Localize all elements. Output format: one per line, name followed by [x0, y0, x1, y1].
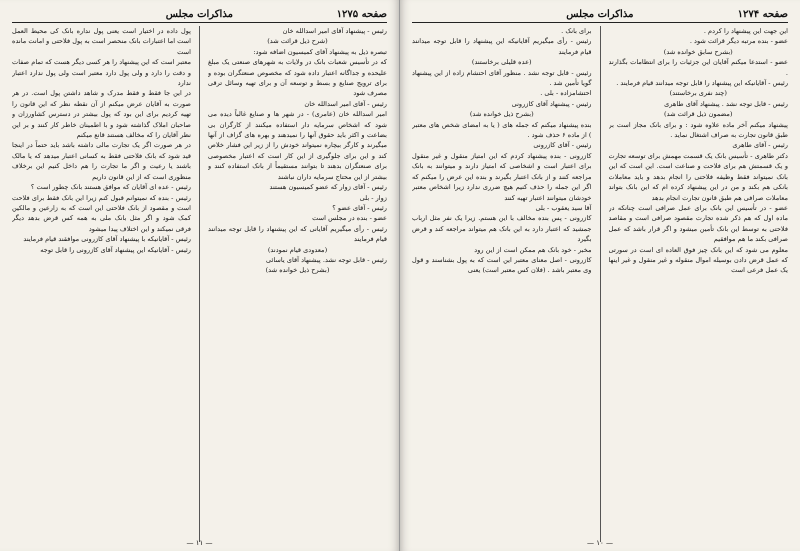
paragraph: رئیس - آقای طاهری	[732, 141, 788, 150]
paragraph: عضو - بنده در مجلس است	[312, 214, 387, 223]
paragraph: که در تأسیس شعبات بانک در ولایات به شهرهای صنعتی یک مبلغ علیحده و جداگانه اعتبار داده شود که مخصوص صنعتگران بوده و برای ترویج صنایع و بسط و توسعه آن و برای تهیه وسائل ترقی مصرف شود	[208, 58, 387, 98]
paragraph: رئیس - قابل توجه نشد . منظور آقای احتشام زاده از این پیشنهاد گویا تأمین شد .	[412, 68, 592, 88]
paragraph: در این جا فقط و فقط مدرک و شاهد داشتن پول است. در هر صورت به آقایان عرض میکنم از آن نقطه نظر که این قانون را تهیه کردیم برای این بود که پول بیشتر در دسترس کشاورزان و صاحبان املاک گذاشته شود و با اطمینان خاطر کار کنند و بر این نظر آقایان را که مخالف هستند قانع میکنم	[12, 89, 191, 140]
paragraph: رئیس - عده ای آقایان که موافق هستند بانک چطور است ؟	[30, 183, 191, 192]
session-note: (چند نفری برخاستند)	[669, 89, 727, 98]
left-page-header	[12, 6, 387, 23]
column-divider	[199, 26, 200, 542]
paragraph: احتشامزاده - بلی .	[540, 89, 592, 98]
paragraph: امیر اسدالله خان (عامری) - در شهر ها و صنایع غالباً دیده می شود که اشخاص سرمایه دار استفاده میکنند از کارگران بی بضاعت و اکثر باید حقوق آنها را نمیدهند و بهره های گزاف از آنها میگیرند و کارگر بیچاره نمیتواند خودش را از زیر این فشار خلاص کند و این برای جلوگیری از این کار است که اعتبار مخصوصی برای صنعتگران بدهند تا بتوانند مستقیماً از بانک استفاده کنند و بیشتر از این محتاج سرمایه داران نباشند	[208, 110, 387, 181]
paragraph: آقا سید یعقوب - بلی	[535, 203, 592, 212]
session-note: (معدودی قیام نمودند)	[267, 245, 328, 254]
session-note: (بشرح ذیل خوانده شد)	[265, 266, 330, 275]
right-page	[400, 0, 800, 551]
session-note: (مضمون ذیل قرائت شد)	[664, 110, 733, 119]
right-page-label: صفحه ۱۲۷۴	[737, 8, 788, 20]
paragraph: معتبر است که این پیشنهاد را هر کسی دیگر هست که تمام صفات و دقت را دارد و ولی پول دارد معتبر است ولی پول ندارد اعتبار ندارد	[12, 58, 191, 88]
paragraph: پول داده در اختیار است یعنی پول نداره بانک کی محیط العمل است اما اعتبارات بانک منحصر است به پول فلاحتی و امانت مانده است	[12, 27, 191, 56]
paragraph: رئیس - رأی میگیریم آقایانیکه این پیشنهاد را قابل توجه میدانند قیام فرمایند	[412, 37, 592, 56]
paragraph: بنده پیشنهاد میکنم که جمله های ( یا به امضای شخص های معتبر ) از ماده ۶ حذف شود .	[412, 120, 592, 140]
left-page-right-column	[208, 26, 387, 542]
right-page-columns	[412, 26, 788, 542]
right-page-right-column	[609, 26, 789, 542]
left-page-label: صفحه ۱۲۷۵	[336, 8, 387, 20]
right-page-number: — ۱۰ —	[587, 539, 613, 547]
paragraph: رئیس - قابل توجه نشد . پیشنهاد آقای طاهری	[664, 99, 788, 108]
paragraph: رئیس - آقای امیر اسدالله خان	[304, 99, 387, 108]
session-note: (عده قلیلی برخاستند)	[471, 58, 532, 67]
paragraph: رئیس - بنده که نمیتوانم قبول کنم زیرا این بانک فقط برای فلاحت است و مقصود از بانک فلاحتی این است که به زارعین و مالکین کمک شود و اگر مثل بانک ملی به همه کس قرض بدهد دیگر فرقی نمیکند و این اختلاف پیدا میشود	[12, 193, 191, 233]
paragraph: رئیس - قابل توجه نشد. پیشنهاد آقای یاسائی	[266, 255, 387, 264]
right-page-running-title: مذاكرات مجلس	[566, 8, 634, 20]
paragraph: برای بانک .	[561, 27, 592, 35]
paragraph: رئیس - آقایانیکه این پیشنهاد را قابل توجه میدانند قیام فرمایند .	[616, 79, 788, 88]
paragraph: رئیس - پیشنهاد آقای امیر اسدالله خان	[282, 27, 387, 35]
session-note: (بشرح سابق خوانده شد)	[663, 47, 733, 56]
left-page-left-column	[12, 26, 191, 542]
paragraph: این جهت این پیشنهاد را کردم .	[703, 27, 788, 35]
paragraph: در هر صورت اگر یک تجارت مالی داشته باشد باید حتماً در اینجا قید شود که بانک فلاحتی فقط به کسانی اعتبار میدهد که یا مالک باشند یا رعیت و اگر ما تجارت را هم داخل کنیم این برخلاف منظوری است که از این قانون داریم	[12, 141, 191, 181]
paragraph: عضو - بنده مرتبه دیگر قرائت شود .	[689, 37, 788, 46]
paragraph: رئیس - آقای زوار که عضو کمیسیون هستند	[269, 183, 387, 192]
paragraph: رئیس - رأی میگیریم آقایانی که این پیشنهاد را قابل توجه میدانند قیام فرمایند	[208, 224, 387, 244]
paragraph: مخبر - خود بانک هم ممکن است از این رود	[474, 245, 592, 254]
session-note: (بشرح ذیل خوانده شد)	[469, 110, 534, 119]
paragraph: دکتر طاهری - تأسیس بانک یک قسمت مهمش برای توسعه تجارت و یک قسمتش هم برای فلاحت و صناعت است. این است که این بانک نمیتواند فقط وظیفه فلاحتی را انجام بدهد و باید معاملات بانکی هم بکند و من در این پیشنهاد کرده ام که این بانک بتواند معاملات صرافی هم طبق قانون تجارت انجام بدهد	[608, 151, 788, 202]
paragraph: تبصره ذیل به پیشنهاد آقای کمیسیون اضافه شود:	[253, 47, 387, 56]
paragraph: کازرونی - پس بنده مخالف با این هستم. زیرا یک نفر مثل ارباب جمشید که اعتبار دارد به این بانک هم میتواند مراجعه کند و قرض بگیرد	[412, 214, 592, 244]
paragraph: کازرونی - اصل معنای معتبر این است که به پول بشناسند و قول وی معتبر باشد . (فلان کس معتبر است) یعنی	[412, 255, 592, 275]
paragraph: رئیس - آقایانیکه این پیشنهاد آقای کازرونی را قابل توجه	[40, 245, 191, 254]
left-page-running-title: مذاكرات مجلس	[165, 8, 233, 20]
paragraph: رئیس - پیشنهاد آقای کازرونی	[511, 99, 592, 108]
left-page-number: — ۱۱ —	[186, 539, 213, 547]
paragraph: رئیس - آقای عضو ؟	[332, 203, 387, 212]
paragraph: کازرونی - بنده پیشنهاد کردم که این امتیاز منقول و غیر منقول برای اعتبار است و اشخاصی که امتیاز دارند و میتوانند به بانک مراجعه کنند و از بانک اعتبار بگیرند و بنده این عرض را میکنم که اگر این جمله را حذف کنیم هیچ ضرری ندارد زیرا اشخاص معتبر خودشان میتوانند اعتبار تهیه کنند	[412, 151, 592, 202]
left-page-columns	[12, 26, 387, 542]
paragraph: عضو - استدعا میکنم آقایان این جزئیات را برای انتظامات بگذارند .	[608, 58, 788, 77]
paragraph: زوار - بلی	[359, 193, 387, 202]
column-divider	[600, 26, 601, 542]
session-note: (شرح ذیل قرائت شد)	[267, 37, 328, 46]
paragraph: رئیس - آقایانیکه با پیشنهاد آقای کازرونی موافقند قیام فرمایند	[23, 235, 191, 244]
paragraph: معلوم می شود که این بانک چیز فوق العاده ای است در سورتی که عمل قرض دادن بوسیله اموال منقوله و غیر منقول و غیر اینها یک عمل فرعی است	[608, 245, 788, 275]
paragraph: عضو - در تأسیس این بانک برای عمل صرافی است چنانکه در ماده اول که هم ذکر شده تجارت مقصود صرافی است و مقاصد فلاحتی به توسط این بانک تأمین میشود و اگر قرار باشد که عمل صرافی بکند ما هم موافقیم	[608, 203, 788, 244]
right-page-header	[412, 6, 788, 23]
paragraph: رئیس - آقای کازرونی	[533, 141, 592, 150]
right-page-left-column	[412, 26, 592, 542]
paragraph: پیشنهاد میکنم آخر ماده علاوه شود : و برای بانک مجاز است بر طبق قانون تجارت به صراف اشتغال نماید .	[608, 120, 788, 140]
